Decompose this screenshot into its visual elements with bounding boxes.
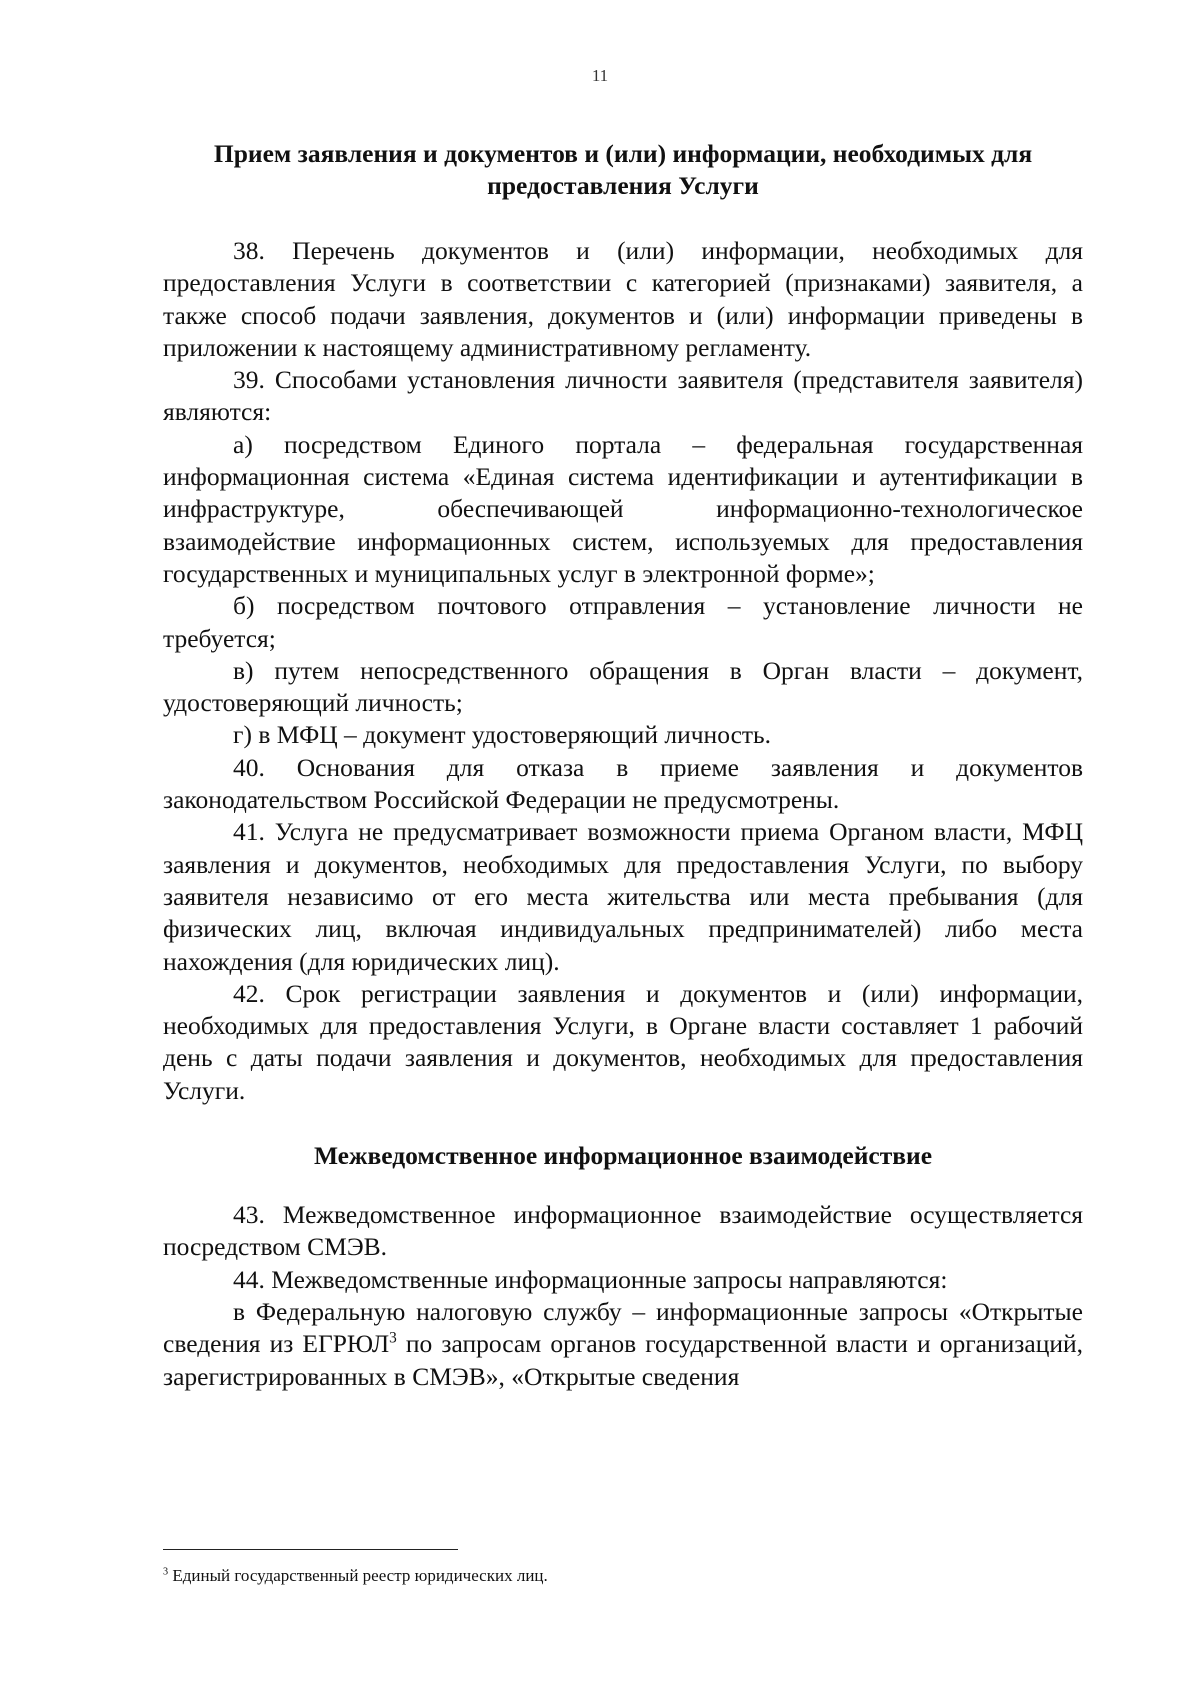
paragraph-42: 42. Срок регистрации заявления и документов и (или) информации, необходимых для предоставления Услуги, в Органе власти составляет 1 рабочий день с даты подачи заявления и документов, необходимых для предоставления Услуги. [163, 978, 1083, 1105]
paragraph-38: 38. Перечень документов и (или) информации, необходимых для предоставления Услуги в соответствии с категорией (признаками) заявителя, а также способ подачи заявления, документов и (или) информации приведены в приложении к настоящему административному регламенту. [163, 236, 1083, 362]
paragraph-39-g: г) в МФЦ – документ удостоверяющий личность. [233, 720, 772, 750]
paragraph-44: 44. Межведомственные информационные запросы направляются: [233, 1264, 948, 1294]
heading-line-2: предоставления Услуги [487, 171, 759, 200]
paragraph-39: 39. Способами установления личности заявителя (представителя заявителя) являются: [163, 365, 1083, 427]
document-body [163, 138, 1083, 1393]
footnote-reference[interactable]: 3 [389, 1329, 397, 1347]
footnote-text: Единый государственный реестр юридических лиц. [168, 1566, 548, 1585]
paragraph-44-fns-text-before: в Федеральную налоговую службу – информационные запросы «Открытые сведения из ЕГРЮЛ [163, 1296, 1083, 1359]
paragraph-44-fns [163, 1296, 1083, 1393]
paragraph-41: 41. Услуга не предусматривает возможности приема Органом власти, МФЦ заявления и документов, необходимых для предоставления Услуги, по выбору заявителя независимо от его места жительства или места пребывания (для физических лиц, включая индивидуальных предпринимателей) либо места нахождения (для юридических лиц). [163, 817, 1083, 976]
heading-line-1: Прием заявления и документов и (или) информации, необходимых для [213, 139, 1033, 168]
paragraph-44-fns-text-after: по запросам органов государственной власти и организаций, зарегистрированных в СМЭВ», «Открытые сведения [163, 1329, 1084, 1391]
paragraph-40: 40. Основания для отказа в приеме заявления и документов законодательством Российской Федерации не предусмотрены. [163, 752, 1083, 815]
paragraph-43: 43. Межведомственное информационное взаимодействие осуществляется посредством СМЭВ. [163, 1200, 1083, 1262]
footnote-separator [163, 1549, 458, 1550]
section-heading-reception [163, 138, 1083, 202]
paragraph-39-a: а) посредством Единого портала – федеральная государственная информационная система «Единая система идентификации и аутентификации в инфраструктуре, обеспечивающей информационно-технологическое взаимодействие информационных систем, используемых для предоставления государственных и муниципальных услуг в электронной форме»; [163, 429, 1083, 588]
footnote-marker: 3 [163, 1566, 169, 1578]
page-number: 11 [591, 66, 609, 85]
section-heading-interagency: Межведомственное информационное взаимодействие [313, 1141, 933, 1171]
paragraph-39-v: в) путем непосредственного обращения в Орган власти – документ, удостоверяющий личность; [163, 655, 1083, 718]
footnote [163, 1565, 1063, 1587]
paragraph-39-b: б) посредством почтового отправления – установление личности не требуется; [163, 591, 1083, 653]
